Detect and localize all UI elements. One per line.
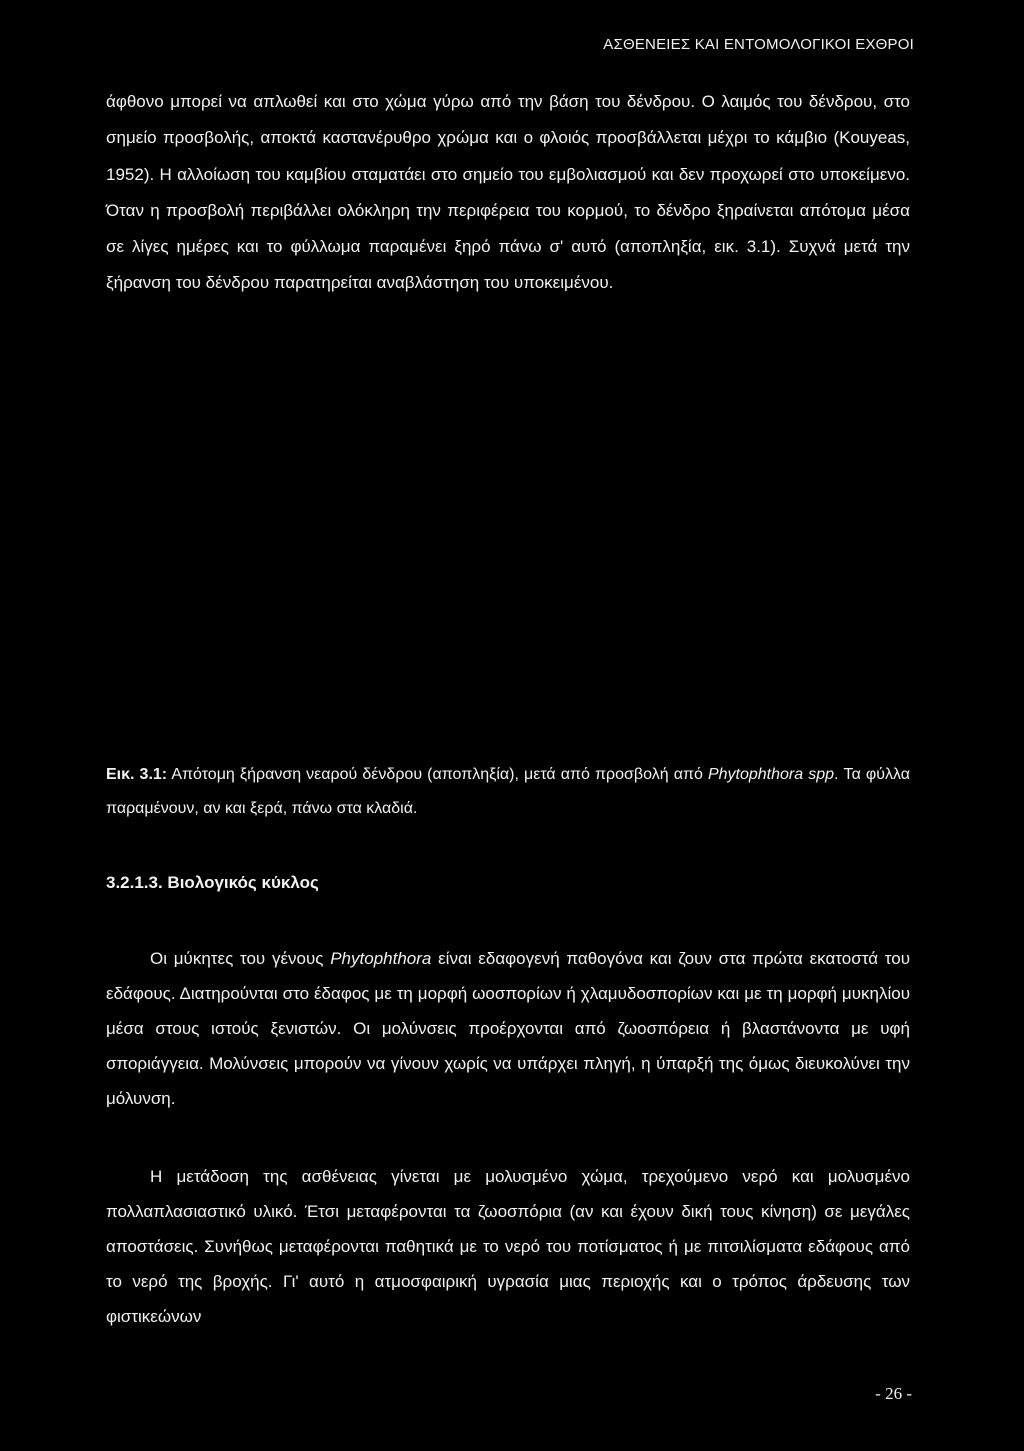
body-paragraph-2: Η μετάδοση της ασθένειας γίνεται με μολυσμένο χώμα, τρεχούμενο νερό και μολυσμένο πολλαπλασιαστικό υλικό. Έτσι μεταφέρονται τα ζωοσπόρια (αν και έχουν δική τους κίνηση) σε μεγάλες αποστάσεις. Συνήθως μεταφέρονται παθητικά με το νερό του ποτίσματος ή με πιτσιλίσματα εδάφους από το νερό της βροχής. Γι' αυτό η ατμοσφαιρική υγρασία μιας περιοχής και ο τρόπος άρδευσης των φιστικεώνων — [106, 1167, 910, 1326]
figure-caption — [106, 758, 910, 826]
figure-label: Εικ. 3.1: — [106, 766, 168, 783]
body-paragraph-1-text-1: Οι μύκητες του γένους — [150, 949, 331, 968]
figure-caption-text-2: . Τα φύλλα παραμένουν, αν και ξερά, πάνω στα κλαδιά. — [106, 766, 911, 817]
body-paragraph-1 — [106, 941, 910, 1116]
body-paragraph-1-text-2: είναι εδαφογενή παθογόνα και ζουν στα πρώτα εκατοστά του εδάφους. Διατηρούνται στο έδαφος με τη μορφή ωοσπορίων ή χλαμυδοσπορίων και με τη μορφή μυκηλίου μέσα στους ιστούς ξενιστών. Οι μολύνσεις προέρχονται από ζωοσπόρεια ή βλαστάνοντα με υφή σποριάγγεια. Μολύνσεις μπορούν να γίνουν χωρίς να υπάρχει πληγή, η ύπαρξή της όμως διευκολύνει την μόλυνση. — [106, 949, 910, 1108]
figure-caption-species: Phytophthora spp — [707, 766, 835, 783]
figure-image-area — [106, 400, 910, 730]
figure-caption-text-1: Απότομη ξήρανση νεαρού δένδρου (αποπληξία), μετά από προσβολή από — [167, 766, 708, 783]
body-paragraph-1-genus: Phytophthora — [330, 949, 432, 968]
intro-paragraph: άφθονο μπορεί να απλωθεί και στο χώμα γύρω από την βάση του δένδρου. Ο λαιμός του δένδρου, στο σημείο προσβολής, αποκτά καστανέρυθρο χρώμα και ο φλοιός προσβάλλεται μέχρι το κάμβιο (Kouyeas, 1952). Η αλλοίωση του καμβίου σταματάει στο σημείο του εμβολιασμού και δεν προχωρεί στο υποκείμενο. Όταν η προσβολή περιβάλλει ολόκληρη την περιφέρεια του κορμού, το δένδρο ξηραίνεται απότομα μέσα σε λίγες ημέρες και το φύλλωμα παραμένει ξηρό πάνω σ' αυτό (αποπληξία, εικ. 3.1). Συχνά μετά την ξήρανση του δένδρου παρατηρείται αναβλάστηση του υποκειμένου. — [106, 92, 910, 293]
running-header: ΑΣΘΕΝΕΙΕΣ ΚΑΙ ΕΝΤΟΜΟΛΟΓΙΚΟΙ ΕΧΘΡΟΙ — [603, 36, 914, 53]
page-number: - 26 - — [875, 1384, 912, 1403]
section-heading: 3.2.1.3. Βιολογικός κύκλος — [106, 873, 319, 892]
